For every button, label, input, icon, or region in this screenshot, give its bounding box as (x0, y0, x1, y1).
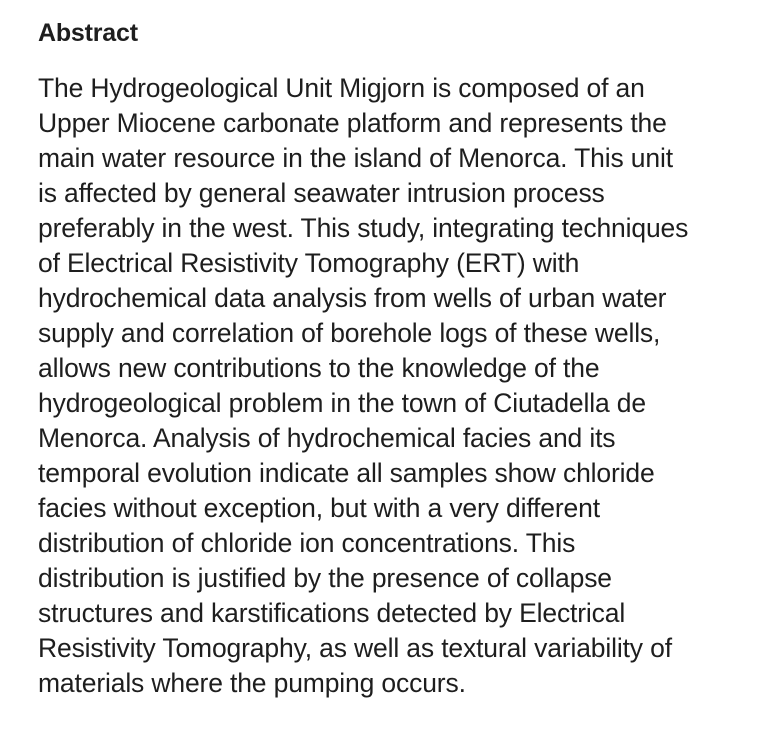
abstract-line: Menorca. Analysis of hydrochemical facies and its (38, 423, 616, 453)
abstract-line: distribution of chloride ion concentrations. This (38, 528, 576, 558)
abstract-line: facies without exception, but with a very different (38, 493, 600, 523)
abstract-line: main water resource in the island of Menorca. This unit (38, 143, 673, 173)
abstract-line: hydrogeological problem in the town of Ciutadella de (38, 388, 646, 418)
abstract-line: of Electrical Resistivity Tomography (ERT) with (38, 248, 580, 278)
abstract-line: preferably in the west. This study, integrating techniques (38, 213, 689, 243)
abstract-line: hydrochemical data analysis from wells of urban water (38, 283, 667, 313)
abstract-line: The Hydrogeological Unit Migjorn is composed of an (38, 73, 645, 103)
abstract-line: is affected by general seawater intrusion process (38, 178, 605, 208)
abstract-body (38, 71, 758, 701)
abstract-line: structures and karstifications detected by Electrical (38, 598, 626, 628)
abstract-line: Resistivity Tomography, as well as textural variability of (38, 633, 672, 663)
abstract-line: temporal evolution indicate all samples show chloride (38, 458, 655, 488)
abstract-line: allows new contributions to the knowledge of the (38, 353, 600, 383)
abstract-heading: Abstract (38, 19, 138, 47)
abstract-line: supply and correlation of borehole logs of these wells, (38, 318, 661, 348)
abstract-line: materials where the pumping occurs. (38, 668, 466, 698)
abstract-line: distribution is justified by the presence of collapse (38, 563, 612, 593)
abstract-line: Upper Miocene carbonate platform and represents the (38, 108, 667, 138)
